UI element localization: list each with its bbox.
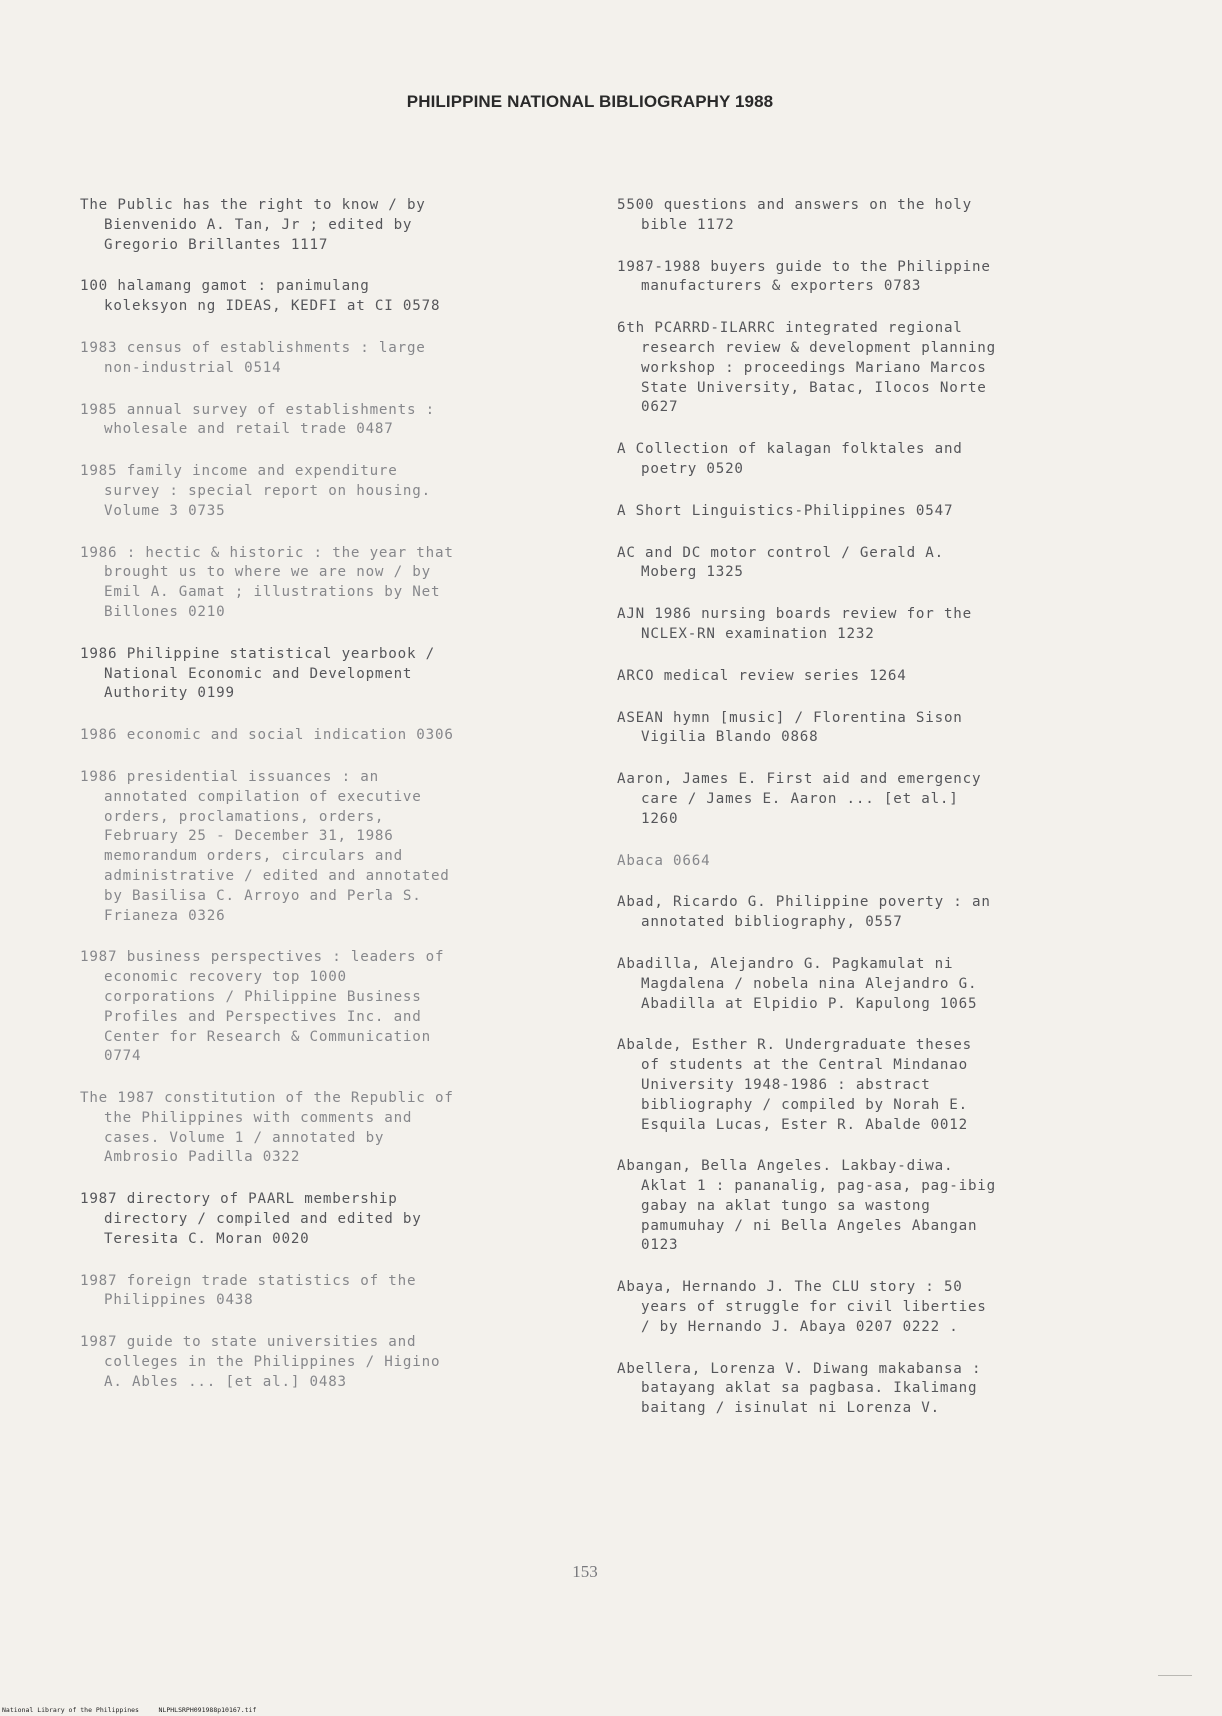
bibliography-entry: Aaron, James E. First aid and emergency care / James E. Aaron ... [et al.] 1260 — [617, 771, 982, 827]
bibliography-entry: 1985 annual survey of establishments : wholesale and retail trade 0487 — [80, 401, 435, 438]
bibliography-entry: Abaya, Hernando J. The CLU story : 50 years of struggle for civil liberties / by Hernando J. Abaya 0207 0222 . — [617, 1279, 987, 1335]
bibliography-entry: A Short Linguistics-Philippines 0547 — [617, 502, 954, 519]
page-number: 153 — [572, 1562, 598, 1581]
scan-mark — [1158, 1675, 1192, 1676]
bibliography-entry: AC and DC motor control / Gerald A. Moberg 1325 — [617, 544, 944, 581]
page-title: PHILIPPINE NATIONAL BIBLIOGRAPHY 1988 — [406, 92, 774, 111]
bibliography-entry: 1987 foreign trade statistics of the Philippines 0438 — [80, 1272, 417, 1309]
bibliography-entry: 1985 family income and expenditure survey : special report on housing. Volume 3 0735 — [80, 463, 431, 519]
bibliography-entry: Abadilla, Alejandro G. Pagkamulat ni Magdalena / nobela nina Alejandro G. Abadilla at Elpidio P. Kapulong 1065 — [617, 955, 978, 1012]
bibliography-entry: Abalde, Esther R. Undergraduate theses of students at the Central Mindanao University 1948-1986 : abstract bibliography / compiled by Norah E. Esquila Lucas, Ester R. Abalde 0012 — [617, 1037, 972, 1133]
bibliography-entry: 1987-1988 buyers guide to the Philippine manufacturers & exporters 0783 — [617, 258, 991, 295]
bibliography-entry: Abaca 0664 — [617, 852, 711, 869]
bibliography-entry: The Public has the right to know / by Bienvenido A. Tan, Jr ; edited by Gregorio Brillantes 1117 — [80, 197, 426, 253]
bibliography-entry: 1986 : hectic & historic : the year that brought us to where we are now / by Emil A. Gamat ; illustrations by Net Billones 0210 — [80, 544, 454, 620]
bibliography-entry: ASEAN hymn [music] / Florentina Sison Vigilia Blando 0868 — [617, 709, 963, 746]
bibliography-entry: 1987 business perspectives : leaders of economic recovery top 1000 corporations / Philippine Business Profiles and Perspectives Inc. and Center for Research & Communication 0774 — [80, 949, 445, 1065]
bibliography-entry: 6th PCARRD-ILARRC integrated regional research review & development planning workshop : proceedings Mariano Marcos State University, Batac, Ilocos Norte 0627 — [617, 320, 996, 416]
bibliography-entry: 1987 guide to state universities and colleges in the Philippines / Higino A. Ables ... [et al.] 0483 — [80, 1334, 441, 1390]
bibliography-entry: 1986 presidential issuances : an annotated compilation of executive orders, proclamations, orders, February 25 - December 31, 1986 memorandum orders, circulars and administrative / edited and annotated by Basilisa C. Arroyo and Perla S. Frianeza 0326 — [80, 768, 450, 924]
bibliography-entry: 1983 census of establishments : large non-industrial 0514 — [80, 339, 426, 376]
right-column — [617, 196, 1127, 1441]
bibliography-entry: Abellera, Lorenza V. Diwang makabansa : batayang aklat sa pagbasa. Ikalimang baitang / isinulat ni Lorenza V. — [617, 1360, 982, 1417]
bibliography-entry: The 1987 constitution of the Republic of the Philippines with comments and cases. Volume 1 / annotated by Ambrosio Padilla 0322 — [80, 1090, 454, 1166]
bibliography-entry: 100 halamang gamot : panimulang koleksyon ng IDEAS, KEDFI at CI 0578 — [80, 278, 441, 315]
bibliography-entry: AJN 1986 nursing boards review for the NCLEX-RN examination 1232 — [617, 606, 972, 642]
bibliography-entry: Abad, Ricardo G. Philippine poverty : an annotated bibliography, 0557 — [617, 894, 991, 931]
left-column — [80, 196, 580, 1415]
bibliography-entry: Abangan, Bella Angeles. Lakbay-diwa. Aklat 1 : pananalig, pag-asa, pag-ibig gabay na aklat tungo sa wastong pamumuhay / ni Bella Angeles Abangan 0123 — [617, 1158, 996, 1254]
bibliography-entry: 5500 questions and answers on the holy bible 1172 — [617, 197, 972, 233]
scan-caption: National Library of the Philippines NLPHLSRPH091988p10167.tif — [2, 1706, 257, 1714]
bibliography-entry: A Collection of kalagan folktales and poetry 0520 — [617, 441, 963, 477]
bibliography-entry: ARCO medical review series 1264 — [617, 667, 907, 684]
bibliography-entry: 1986 economic and social indication 0306 — [80, 727, 454, 744]
bibliography-entry: 1986 Philippine statistical yearbook / National Economic and Development Authority 0199 — [80, 645, 435, 702]
bibliography-entry: 1987 directory of PAARL membership directory / compiled and edited by Teresita C. Moran 0020 — [80, 1191, 422, 1247]
